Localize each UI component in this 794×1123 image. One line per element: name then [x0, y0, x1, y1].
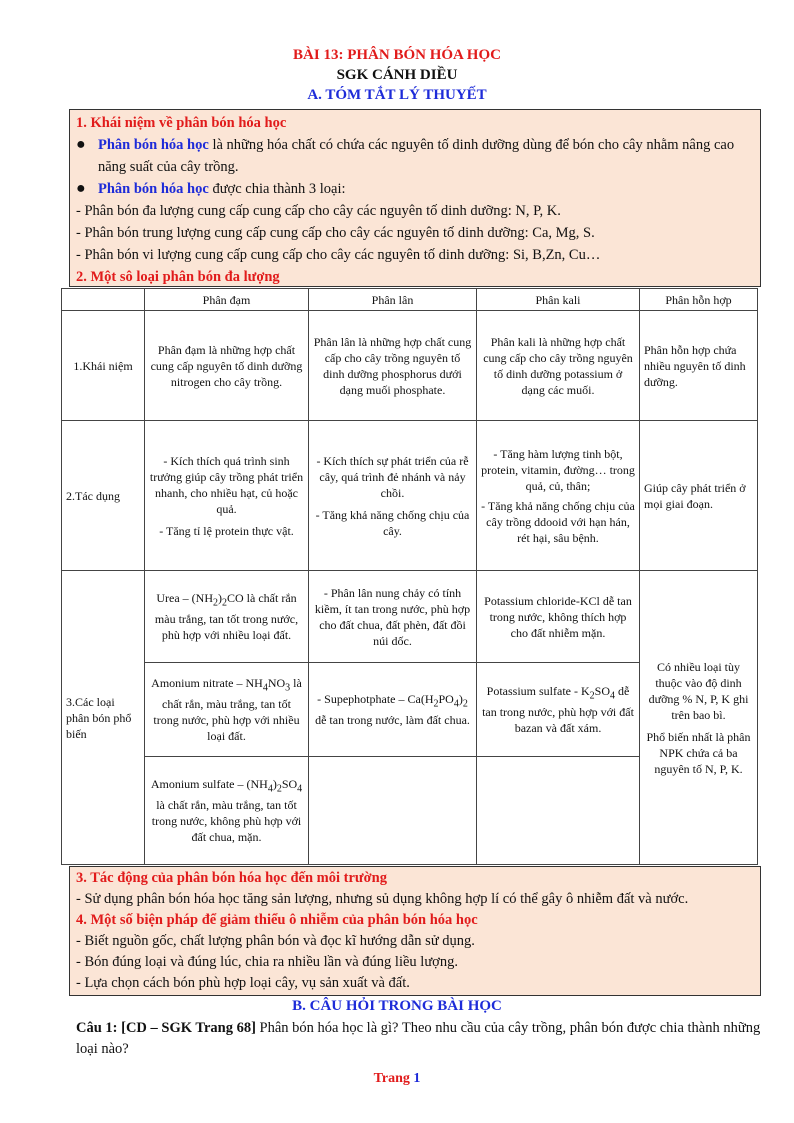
bullet-icon: ● [76, 136, 86, 153]
cell-text [477, 421, 640, 571]
book-subtitle: SGK CÁNH DIỀU [336, 67, 458, 83]
definition-text: là những hóa chất có chứa các nguyên tố dinh dưỡng dùng để bón cho cây nhằm nâng cao năng suất của cây trồng. [98, 137, 735, 175]
effect-text: - Kích thích quá trình sinh trưởng giúp cây trồng phát triển nhanh, cho nhiều hạt, củ hoặc quả. [149, 453, 304, 516]
term: Phân bón hóa học [98, 181, 209, 197]
heading-fertilizer-types: 2. Một sô loại phân bón đa lượng [76, 269, 280, 285]
environment-box [69, 866, 761, 996]
cell-text: Amonium sulfate – $(NH_4)_2SO_4$ là chất rắn, màu trắng, tan tốt trong nước, không phù hợp với đất chua, mặn. [145, 757, 309, 865]
measure-item: - Biết nguồn gốc, chất lượng phân bón và đọc kĩ hướng dẫn sử dụng. [76, 933, 475, 949]
cell-text: Phân hỗn hợp chứa nhiều nguyên tố dinh dưỡng. [640, 311, 758, 421]
table-row [62, 421, 758, 571]
question-text: Phân bón hóa học là gì? Theo nhu cầu của cây trồng, phân bón được chia thành những loại nào? [76, 1020, 761, 1057]
question-label: Câu 1: [CD – SGK Trang 68] [76, 1020, 256, 1036]
theory-box [69, 109, 761, 287]
cell-text: Potassium chloride-KCl dễ tan trong nước, không thích hợp cho đất nhiễm mặn. [477, 571, 640, 663]
heading-measures: 4. Một số biện pháp để giảm thiểu ô nhiễm của phân bón hóa học [76, 912, 478, 928]
cell-text: Amonium nitrate – $NH_4NO_3$ là chất rắn, màu trắng, tan tốt trong nước, phù hợp với nhiều loại đất. [145, 663, 309, 757]
measure-item: - Bón đúng loại và đúng lúc, chia ra nhiều lần và đúng liều lượng. [76, 954, 458, 970]
measure-item: - Lựa chọn cách bón phù hợp loại cây, vụ sản xuất và đất. [76, 975, 410, 991]
bullet-icon: ● [76, 180, 86, 197]
page-label: Trang [373, 1071, 414, 1086]
table-row [62, 311, 758, 421]
cell-text: - Phân lân nung chảy có tính kiềm, ít tan trong nước, phù hợp cho đất chua, đất phèn, đất đồi núi dốc. [309, 571, 477, 663]
page-num: 1 [413, 1071, 421, 1086]
cell-text: Phân đạm là những hợp chất cung cấp nguyên tố dinh dưỡng nitrogen cho cây trồng. [145, 311, 309, 421]
cell-text [309, 421, 477, 571]
cell-text: Giúp cây phát triển ở mọi giai đoạn. [640, 421, 758, 571]
row-label: 3.Các loại phân bón phổ biến [62, 571, 145, 865]
cell-text: Phân kali là những hợp chất cung cấp cho cây trồng nguyên tố dinh dưỡng potassium ở dạng các muối. [477, 311, 640, 421]
table-header-row [62, 289, 758, 311]
fertilizer-table [61, 288, 758, 865]
bullet-definition [76, 134, 754, 178]
type-secondary: - Phân bón trung lượng cung cấp cung cấp cho cây các nguyên tố dinh dưỡng: Ca, Mg, S. [76, 225, 595, 241]
header-mixed: Phân hỗn hợp [640, 289, 758, 311]
lesson-title: BÀI 13: PHÂN BÓN HÓA HỌC [293, 47, 501, 63]
cell-text: Potassium sulfate - $K_2SO_4$ dễ tan trong nước, phù hợp với đất bazan và đất xám. [477, 663, 640, 757]
section-b-title: B. CÂU HỎI TRONG BÀI HỌC [292, 998, 502, 1014]
classification-text: được chia thành 3 loại: [208, 181, 346, 197]
cell-text [640, 571, 758, 865]
table-row [62, 571, 758, 663]
cell-text: Urea – $(NH_2)_2CO$ là chất rắn màu trắng, tan tốt trong nước, phù hợp với nhiều loại đất. [145, 571, 309, 663]
mixed-text: Có nhiều loại tùy thuộc vào độ dinh dưỡng % N, P, K ghi trên bao bì. [648, 659, 749, 722]
effect-text: - Tăng khả năng chống chịu của cây. [315, 507, 470, 538]
header-potassium: Phân kali [477, 289, 640, 311]
mixed-text: Phổ biến nhất là phân NPK chứa cả ba nguyên tố N, P, K. [646, 729, 751, 776]
bullet-classification [76, 178, 754, 200]
type-micro: - Phân bón vi lượng cung cấp cung cấp cho cây các nguyên tố dinh dưỡng: Si, B,Zn, Cu… [76, 247, 601, 263]
type-macro: - Phân bón đa lượng cung cấp cung cấp cho cây các nguyên tố dinh dưỡng: N, P, K. [76, 203, 561, 219]
cell-text [145, 421, 309, 571]
impact-text: - Sử dụng phân bón hóa học tăng sản lượng, nhưng sủ dụng không hợp lí có thể gây ô nhiễm đất và nước. [76, 891, 689, 907]
row-label: 2.Tác dụng [62, 421, 145, 571]
page-number [0, 1071, 794, 1087]
effect-text: - Tăng khả năng chống chịu của cây trồng ddooid với hạn hán, rét hại, sâu bệnh. [481, 498, 635, 545]
effect-text: - Tăng hàm lượng tinh bột, protein, vitamin, đường… trong quả, củ, thân; [481, 446, 635, 493]
header-phosphate: Phân lân [309, 289, 477, 311]
cell-text: - Supephotphate – $Ca(H_2PO_4)_2$ dễ tan trong nước, làm đất chua. [309, 663, 477, 757]
term: Phân bón hóa học [98, 137, 209, 153]
row-label: 1.Khái niệm [62, 311, 145, 421]
header-nitrogen: Phân đạm [145, 289, 309, 311]
question-1 [76, 1018, 766, 1060]
heading-impact: 3. Tác động của phân bón hóa học đến môi trường [76, 870, 387, 886]
effect-text: - Tăng tỉ lệ protein thực vật. [159, 523, 294, 538]
cell-text: Phân lân là những hợp chất cung cấp cho cây trồng nguyên tố dinh dưỡng phosphorus dưới dạng muối phosphate. [309, 311, 477, 421]
section-a-title: A. TÓM TẮT LÝ THUYẾT [307, 87, 487, 103]
effect-text: - Kích thích sự phát triển của rễ cây, quá trình đẻ nhánh và nảy chồi. [316, 453, 469, 500]
heading-concept: 1. Khái niệm về phân bón hóa học [76, 115, 287, 131]
